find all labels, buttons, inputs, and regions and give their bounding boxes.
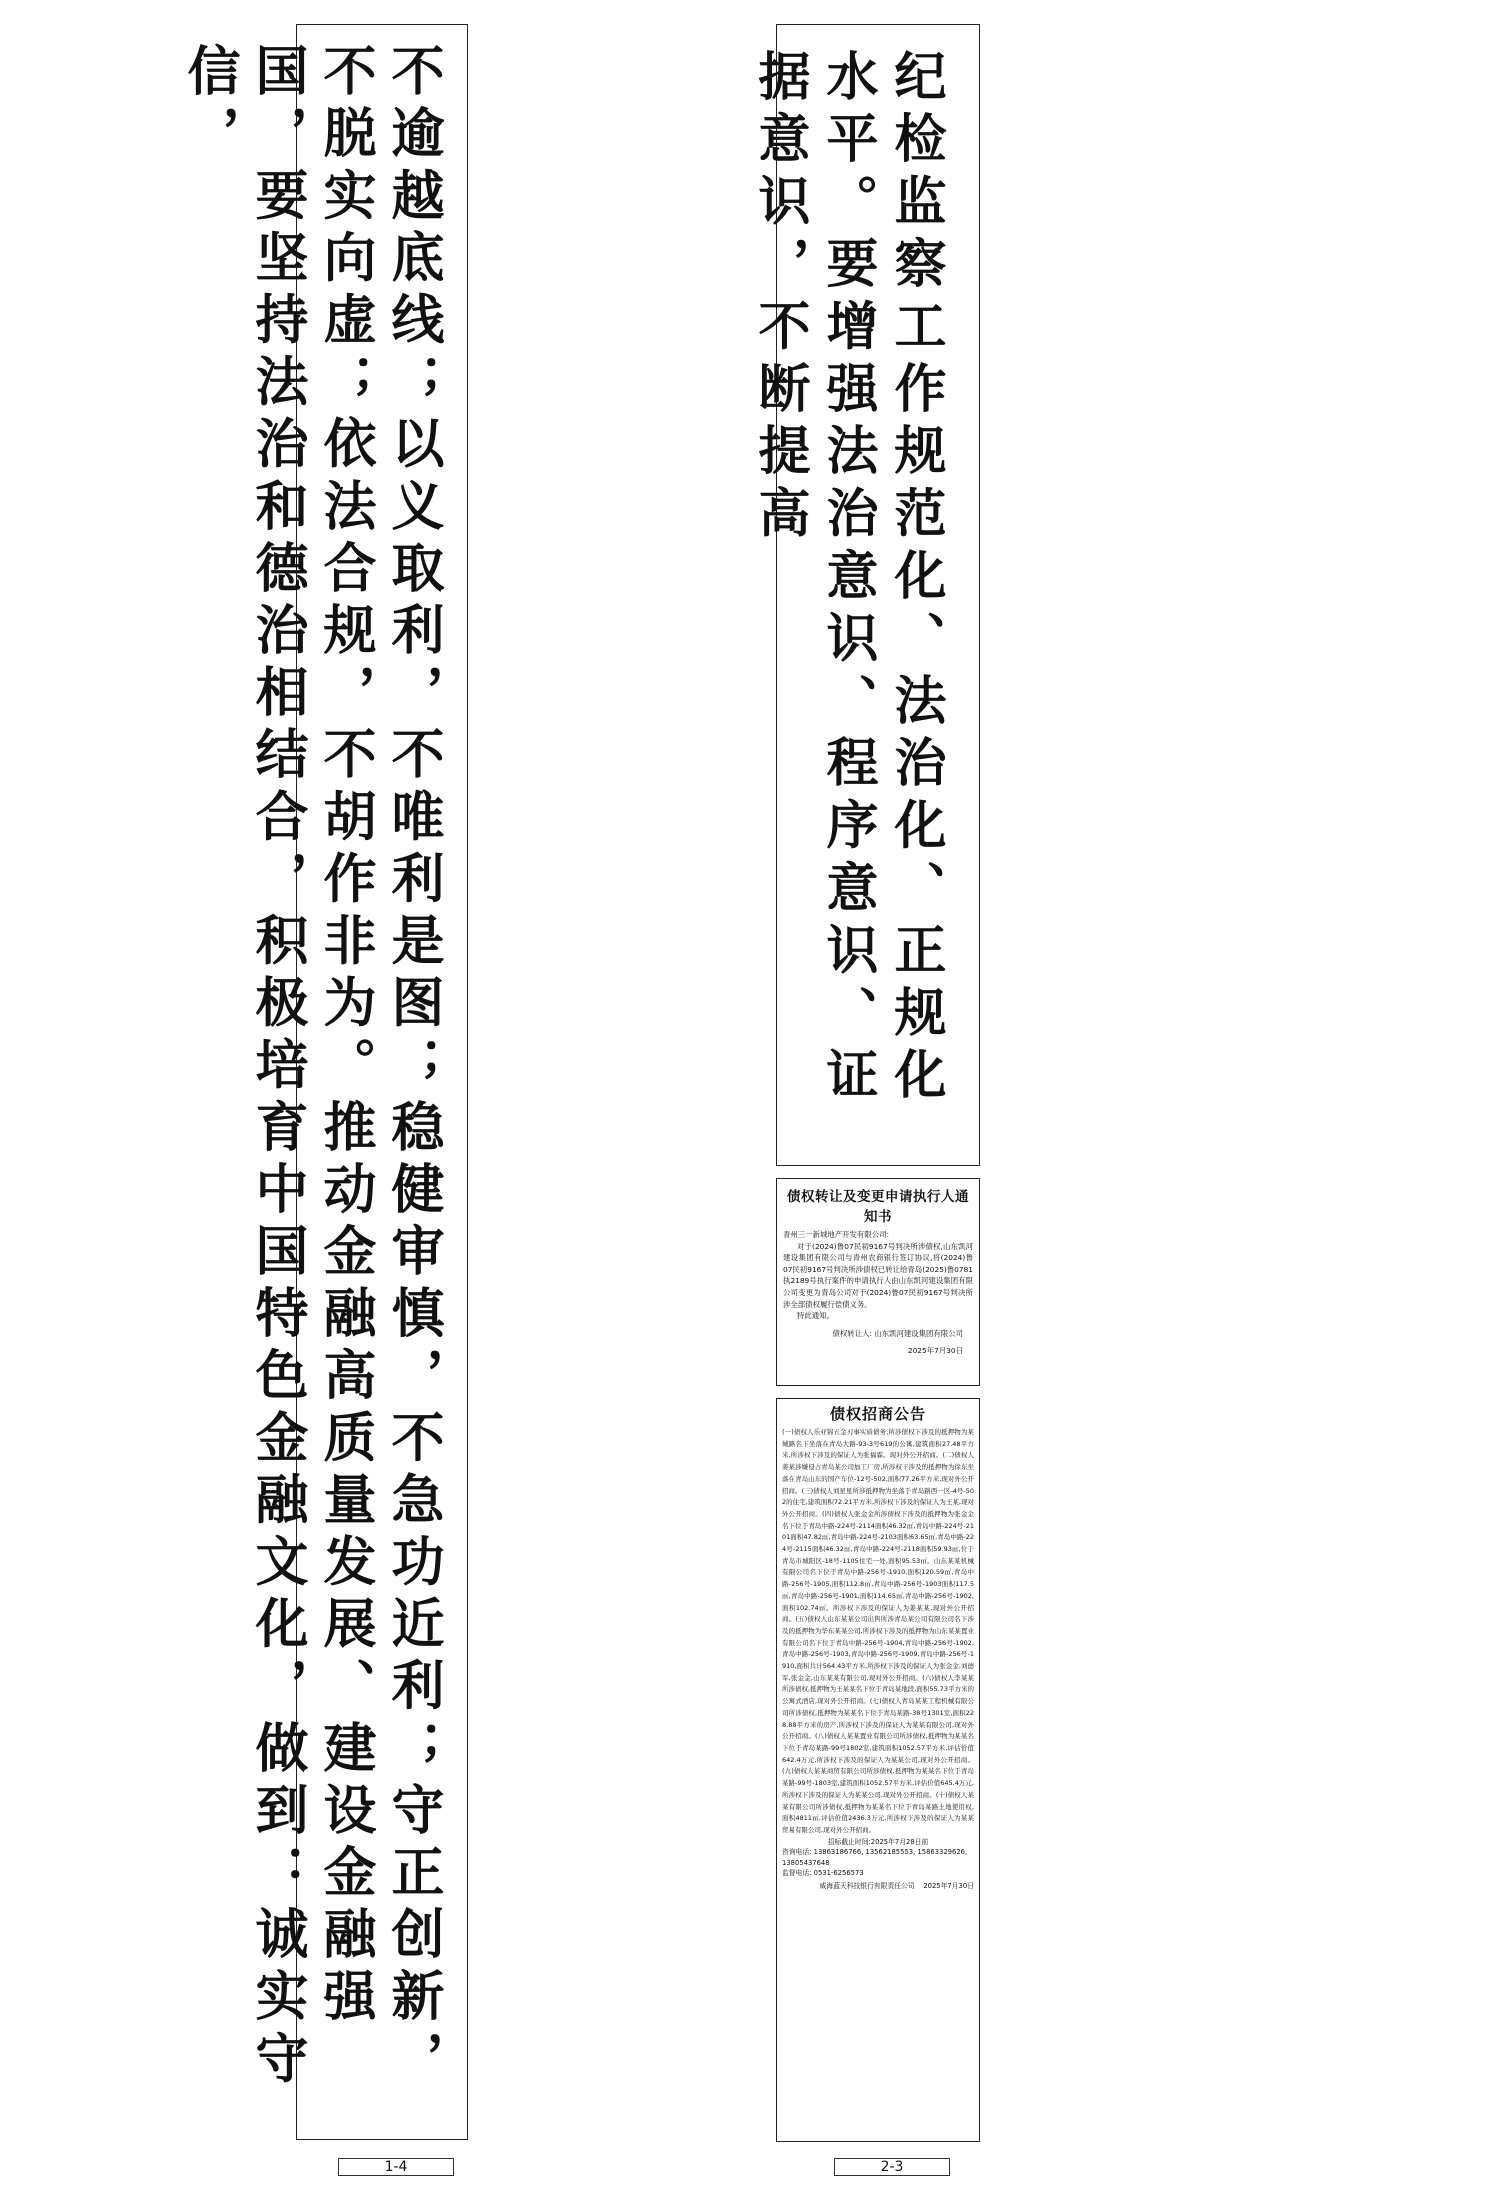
notice-signature: 债权转让人: 山东凯河建设集团有限公司 [832, 1328, 963, 1338]
notice-date: 2025年7月30日 [923, 1881, 974, 1890]
notice-addressee: 青州三一新城地产开发有限公司: [783, 1230, 889, 1239]
debt-investment-notice [776, 1398, 980, 2142]
slogan-left-text: 不逾越底线；以义取利，不唯利是图；稳健审慎，不急功近利；守正创新，不脱实向虚；依法合规，不胡作非为。推动金融高质量发展、建设金融强国，要坚持法治和德治相结合，积极培育中国特色金融文化，做到：诚实守信， [179, 43, 444, 2093]
notice-signer: 威海蓝天科技银行有限责任公司 [819, 1881, 915, 1890]
notice-deadline: 招标截止时间:2025年7月28日前 [827, 1837, 929, 1846]
page-number-left: 1-4 [338, 2158, 454, 2176]
notice-closing: 特此通知。 [797, 1311, 834, 1321]
slogan-left-panel [179, 24, 468, 2140]
debt-transfer-notice [776, 1178, 980, 1386]
slogan-right-text: 纪检监察工作规范化、法治化、正规化水平。要增强法治意识、程序意识、证据意识，不断提高 [749, 49, 945, 1110]
slogan-right-panel [749, 24, 980, 1166]
notice-signature [782, 1881, 974, 1892]
page-number-right: 2-3 [834, 2158, 950, 2176]
notice-body: 对于(2024)鲁07民初9167号判决所涉债权,山东凯河建设集团有限公司与青州农商银行签订协议,将(2024)鲁07民初9167号判决所涉债权已转让给青岛(2025)鲁0781执2189号执行案件的申请执行人由山东凯河建设集团有限公司变更为青岛公司对于(2024)鲁07民初9167号判决所涉全部债权履行偿债义务。 [783, 1241, 973, 1309]
notice-phone: 咨询电话: 13863186766, 13562185553, 15863329626, 13805437648 [782, 1848, 968, 1867]
notice-body: (一)债权人乐亚锦五金刃事实质债务,所涉债权下涉及的抵押物为某城路名下坐落在青岛大路-93-3号619的公寓,建筑面积27.48平方米,所涉权下涉及的保证人为张福霖。现对外公开招商。(二)债权人姜某涉嫌侵占青岛某公司加工厂房,所涉权下涉及的抵押物为徐东坐落在青岛山东的国产车位-12号-502,面积77.26平方米,现对外公开招商。(三)债权人刘星星所涉抵押物为坐落于青岛路西一区-4号-502的住宅,建筑面积72.21平方米,所涉权下涉及的保证人为王某,现对外公开招商。(四)债权人张金金所涉债权下涉及的抵押物为张金金名下位于青岛中路-224号-2114面积46.32㎡,青岛中路-224号-2101面积47.82㎡,青岛中路-224号-2103面积63.65㎡,青岛中路-224号-2115面积46.32㎡,青岛中路-224号-2118面积59.93㎡,位于青岛市城阳区-18号-1105住宅一处,面积95.53㎡。山东某某机械有限公司名下位于青岛中路-256号-1910,面积120.59㎡,青岛中路-256号-1905,面积112.8㎡,青岛中路-256号-1903面积117.5㎡,青岛中路-256号-1901,面积114.65㎡,青岛中路-256号-1902,面积102.74㎡。所涉权下涉及的保证人为姜某某,现对外公开招商。(五)债权人山东某某公司出售所涉青岛某公司有限公司名下涉及的抵押物为华东某某公司,所涉权下涉及的抵押物为山东某某置业有限公司名下位于青岛中路-256号-1904,青岛中路-256号-1902,青岛中路-256号-1903,青岛中路-256号-1909,青岛中路-256号-1910,面积共计564.43平方米,所涉权下涉及的保证人为张金金,刘德军,张金金,山东某某有限公司,现对外公开招商。(六)债权人李某某所涉债权,抵押物为王某某名下位于青岛某地段,面积55.73平方米的公寓式酒店,现对外公开招商。(七)债权人青岛某某工程机械有限公司所涉债权,抵押物为某某名下位于青岛某路-38号1301室,面积228.88平方米的房产,所涉权下涉及的保证人为某某有限公司,现对外公开招商。(八)债权人某某置业有限公司所涉债权,抵押物为某某名下位于青岛某路-99号1802室,建筑面积1052.57平方米,评估价值642.4万元,所涉权下涉及的保证人为某某公司,现对外公开招商。(九)债权人某某商贸有限公司所涉债权,抵押物为某某名下位于青岛某路-99号-1803室,建筑面积1052.57平方米,评估价值645.4万元,所涉权下涉及的保证人为某某公司,现对外公开招商。(十)债权人某某有限公司所涉债权,抵押物为某某名下位于青岛某路土地使用权,面积4811㎡,评估价值2436.3万元,所涉权下涉及的保证人为某某贸易有限公司,现对外公开招商。 [782, 1428, 974, 1834]
notice-date: 2025年7月30日 [907, 1345, 963, 1355]
notice-complaint-phone: 监督电话: 0531-6256573 [782, 1869, 864, 1878]
notice-title: 债权转让及变更申请执行人通知书 [787, 1189, 969, 1225]
notice-title: 债权招商公告 [829, 1405, 926, 1423]
